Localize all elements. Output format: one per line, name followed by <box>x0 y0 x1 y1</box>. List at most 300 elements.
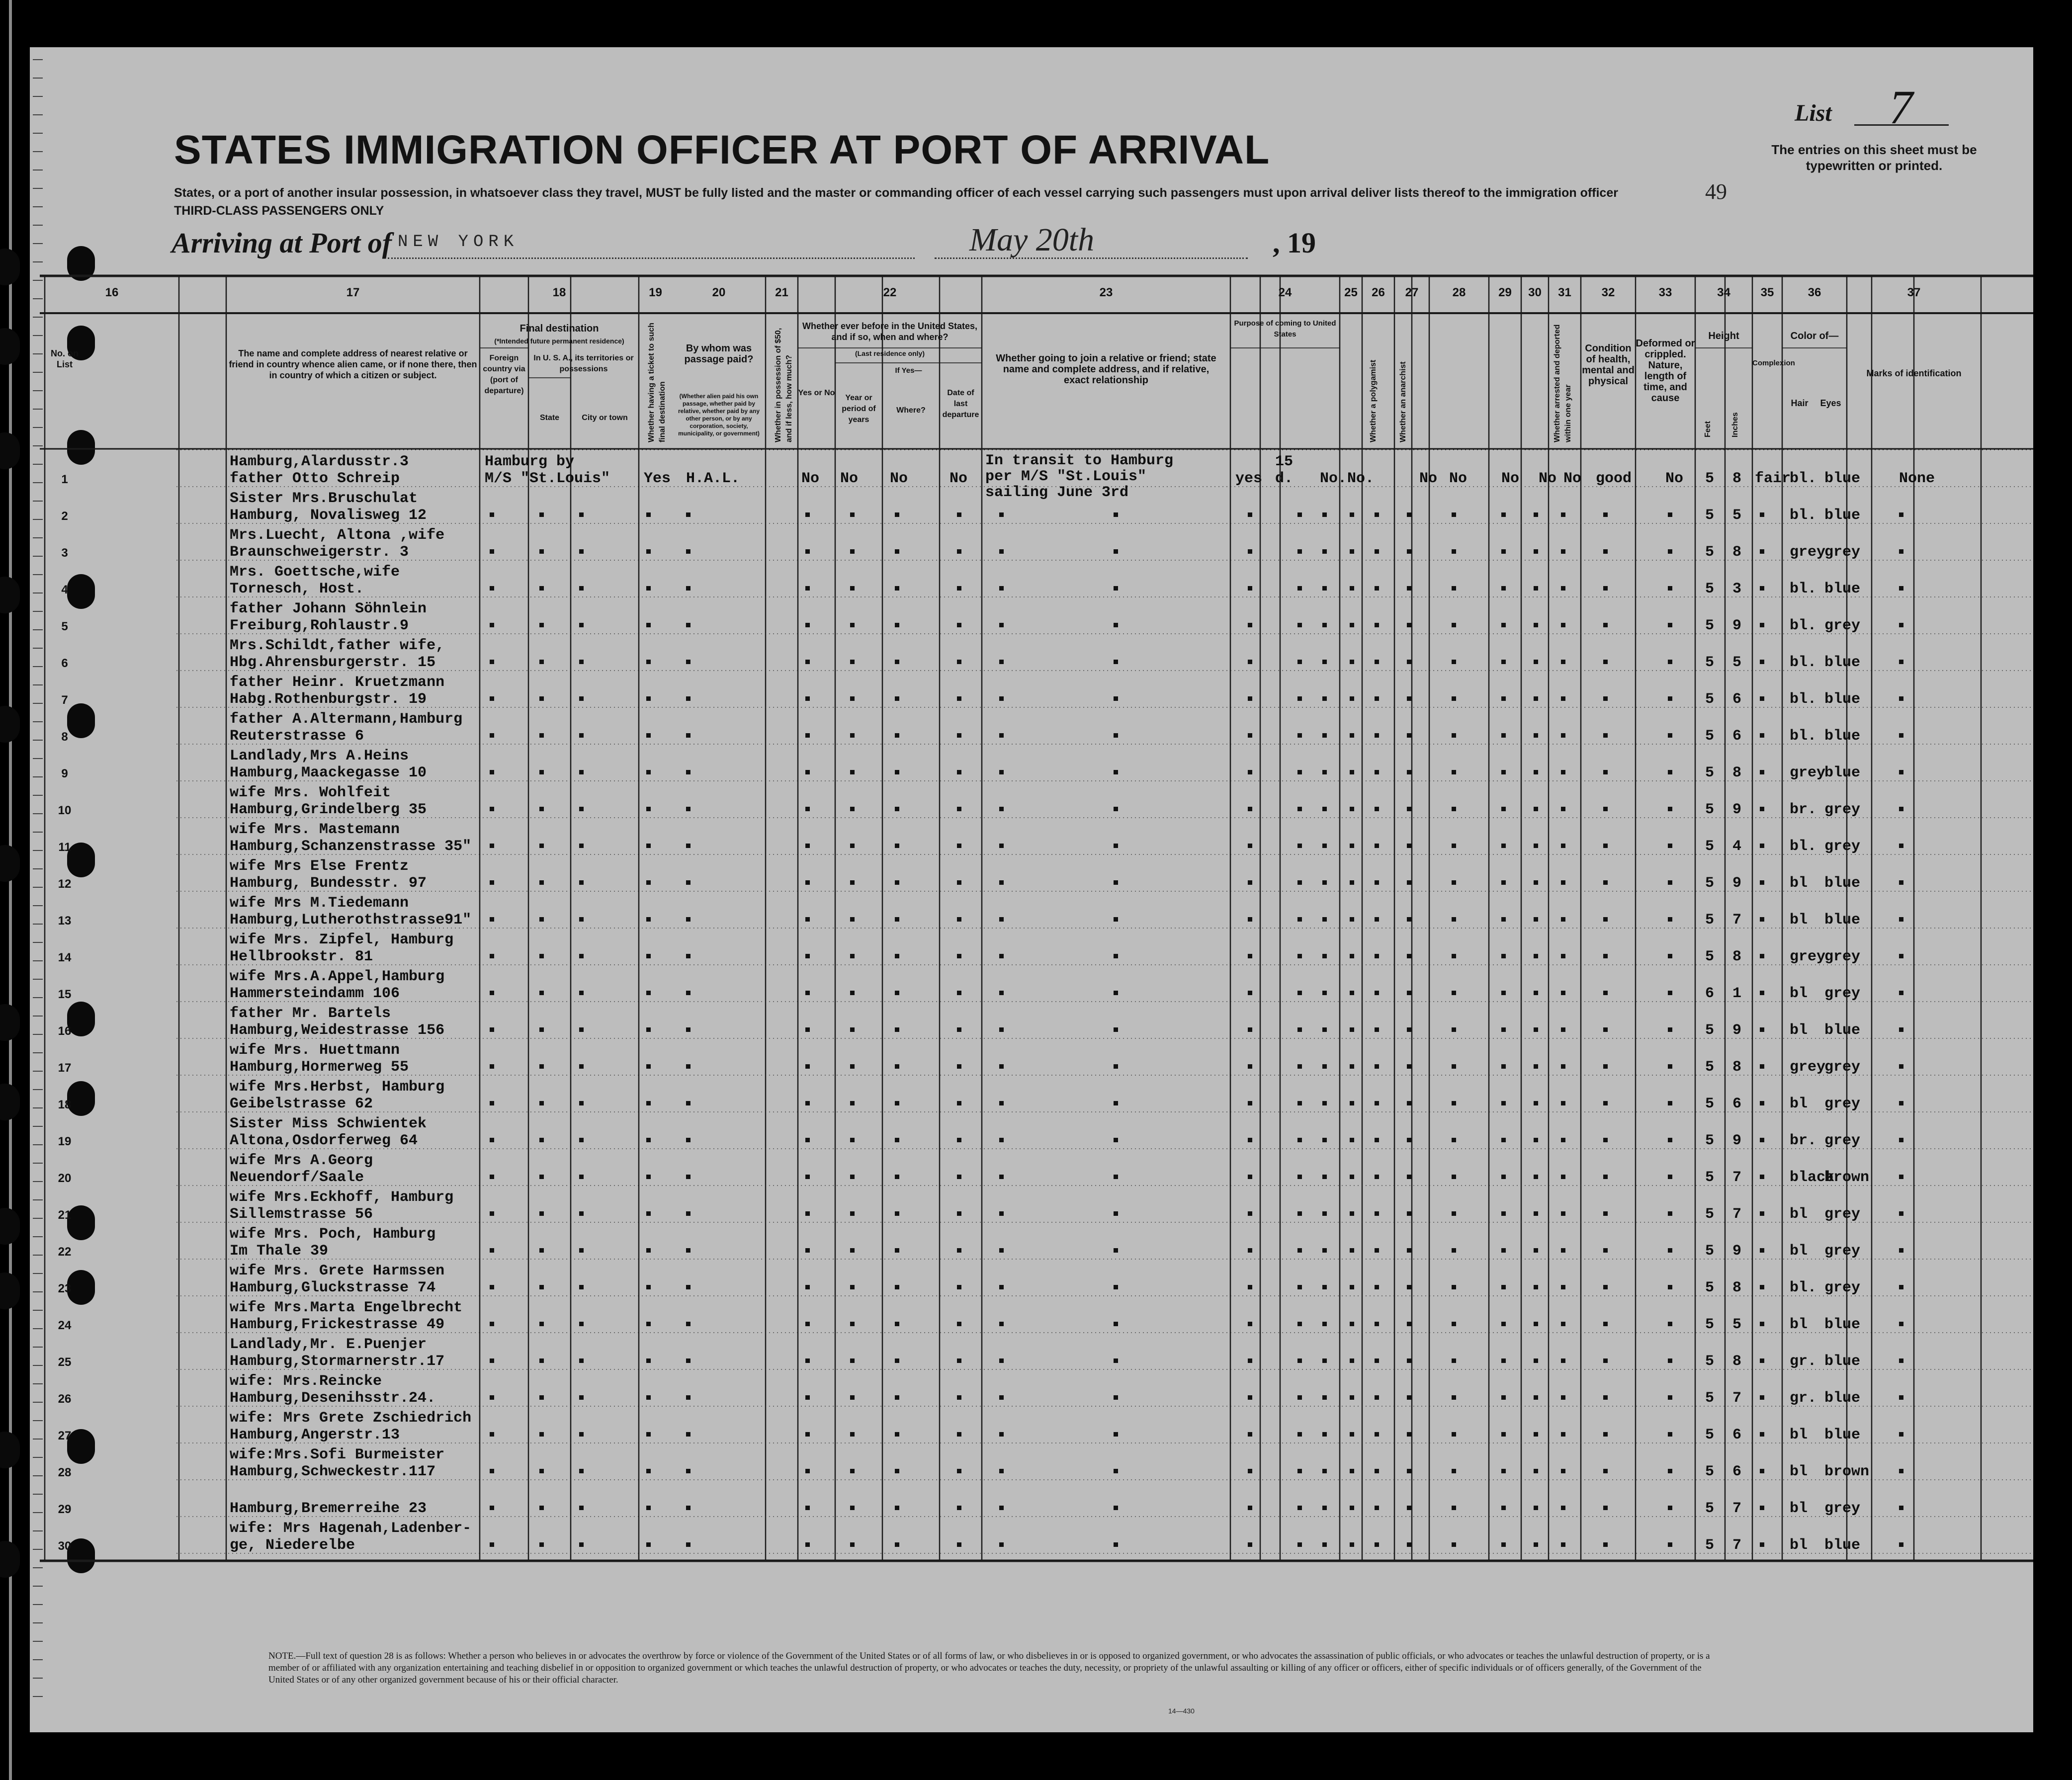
relative-line-1: father Heinr. Kruetzmann <box>230 674 445 691</box>
ditto-mark <box>1534 512 1538 517</box>
ditto-mark <box>579 733 584 738</box>
row-number: 8 <box>61 730 68 744</box>
relative-line-1: wife Mrs. Wohlfeit <box>230 784 391 801</box>
ditto-mark <box>646 1358 651 1363</box>
ditto-mark <box>895 1322 899 1326</box>
ditto-mark <box>1899 1064 1903 1069</box>
ditto-mark <box>1760 549 1764 554</box>
ditto-mark <box>1322 880 1327 885</box>
ditto-mark <box>539 1395 544 1400</box>
ditto-mark <box>1561 512 1565 517</box>
ditto-mark <box>1375 623 1379 627</box>
ditto-mark <box>805 991 810 995</box>
ditto-mark <box>1534 991 1538 995</box>
ditto-mark <box>1114 1027 1118 1032</box>
ditto-mark <box>850 512 855 517</box>
ditto-mark <box>646 991 651 995</box>
ditto-mark <box>1114 1101 1118 1105</box>
ditto-mark <box>1452 696 1456 701</box>
ditto-mark <box>1114 844 1118 848</box>
ditto-mark <box>895 880 899 885</box>
ditto-mark <box>1452 1469 1456 1473</box>
ditto-mark <box>1760 1101 1764 1105</box>
ditto-mark <box>1248 1285 1252 1289</box>
page-title: STATES IMMIGRATION OFFICER AT PORT OF ARRIVAL <box>174 127 1270 172</box>
ditto-mark <box>1899 660 1903 664</box>
ditto-mark <box>646 1322 651 1326</box>
ditto-mark <box>1322 1432 1327 1437</box>
ditto-mark <box>805 623 810 627</box>
ditto-mark <box>539 1064 544 1069</box>
row-number: 9 <box>61 767 68 780</box>
ditto-mark <box>1760 917 1764 922</box>
ditto-mark <box>490 1248 494 1253</box>
ditto-mark <box>1297 1064 1302 1069</box>
ditto-mark <box>1297 1469 1302 1473</box>
ditto-mark <box>579 660 584 664</box>
ditto-mark <box>1899 623 1903 627</box>
header-feet: Feet <box>1704 421 1712 437</box>
height-feet: 5 <box>1705 1243 1715 1260</box>
ditto-mark <box>686 1248 691 1253</box>
ditto-mark <box>1350 1469 1354 1473</box>
ditto-mark <box>999 1101 1004 1105</box>
column-number: 36 <box>1808 286 1821 299</box>
ditto-mark <box>1452 844 1456 848</box>
ditto-mark <box>646 623 651 627</box>
ditto-mark <box>1407 844 1411 848</box>
ditto-mark <box>895 512 899 517</box>
ditto-mark <box>1248 549 1252 554</box>
ditto-mark <box>850 880 855 885</box>
ditto-mark <box>1407 1175 1411 1179</box>
eye-color: grey <box>1824 1096 1861 1112</box>
ditto-mark <box>1899 549 1903 554</box>
ditto-mark <box>1297 807 1302 811</box>
height-inches: 7 <box>1732 1537 1742 1554</box>
ditto-mark <box>850 660 855 664</box>
header-health: Condition of health, mental and physical <box>1582 343 1635 387</box>
ditto-mark <box>1350 1322 1354 1326</box>
ditto-mark <box>1114 586 1118 591</box>
ditto-mark <box>1561 1469 1565 1473</box>
ditto-mark <box>1452 770 1456 774</box>
row-number: 18 <box>58 1098 72 1111</box>
ditto-mark <box>999 1542 1004 1547</box>
ditto-mark <box>957 1506 961 1510</box>
ditto-mark <box>1350 880 1354 885</box>
ditto-mark <box>1534 1101 1538 1105</box>
ditto-mark <box>1534 1542 1538 1547</box>
row-number: 24 <box>58 1319 72 1332</box>
height-feet: 5 <box>1705 1537 1715 1554</box>
ditto-mark <box>490 1395 494 1400</box>
ditto-mark <box>1603 991 1608 995</box>
ditto-mark <box>1534 1064 1538 1069</box>
eye-color: blue <box>1824 912 1861 929</box>
ditto-mark <box>1114 1432 1118 1437</box>
ditto-mark <box>539 1027 544 1032</box>
ditto-mark <box>1297 1027 1302 1032</box>
ditto-mark <box>1350 844 1354 848</box>
eye-color: blue <box>1824 1316 1861 1333</box>
ditto-mark <box>1407 1248 1411 1253</box>
ditto-mark <box>1668 1506 1672 1510</box>
column-number: 27 <box>1405 286 1419 299</box>
ditto-mark <box>1534 733 1538 738</box>
column-number: 32 <box>1601 286 1615 299</box>
ditto-mark <box>686 917 691 922</box>
hair-color: bl <box>1790 985 1808 1002</box>
height-inches: 7 <box>1732 1206 1742 1223</box>
ditto-mark <box>646 586 651 591</box>
relative-line-2: Hamburg,Bremerreihe 23 <box>230 1500 427 1517</box>
ditto-mark <box>1534 1432 1538 1437</box>
ditto-mark <box>850 1211 855 1216</box>
height-feet: 5 <box>1705 581 1715 597</box>
ditto-mark <box>895 954 899 958</box>
ditto-mark <box>1322 1211 1327 1216</box>
ditto-mark <box>999 1432 1004 1437</box>
ditto-mark <box>490 1358 494 1363</box>
length-value: 15 <box>1275 453 1294 470</box>
ditto-mark <box>1248 807 1252 811</box>
height-inches: 9 <box>1732 1243 1742 1260</box>
column-number: 18 <box>552 286 566 299</box>
ditto-mark <box>1603 770 1608 774</box>
ditto-mark <box>1668 733 1672 738</box>
ditto-mark <box>1501 1175 1506 1179</box>
ditto-mark <box>895 1395 899 1400</box>
ditto-mark <box>490 696 494 701</box>
ditto-mark <box>579 1064 584 1069</box>
ditto-mark <box>1407 1101 1411 1105</box>
ditto-mark <box>850 1027 855 1032</box>
ditto-mark <box>1407 770 1411 774</box>
ditto-mark <box>579 844 584 848</box>
ditto-mark <box>957 1469 961 1473</box>
ditto-mark <box>1375 1506 1379 1510</box>
row-number: 28 <box>58 1466 72 1479</box>
ditto-mark <box>1452 623 1456 627</box>
ditto-mark <box>686 1542 691 1547</box>
height-inches: 8 <box>1732 470 1742 487</box>
height-inches: 1 <box>1732 985 1742 1002</box>
height-feet: 5 <box>1705 1059 1715 1076</box>
header-final-destination-note: (*Intended future permanent residence) <box>494 337 624 345</box>
relative-line-1: wife: Mrs Grete Zschiedrich <box>230 1410 472 1427</box>
ditto-mark <box>1760 1211 1764 1216</box>
ditto-mark <box>1561 1506 1565 1510</box>
ditto-mark <box>805 1432 810 1437</box>
header-if-yes: If Yes— <box>895 366 922 375</box>
eye-color: grey <box>1824 1500 1861 1517</box>
eye-color: grey <box>1824 1132 1861 1149</box>
ditto-mark <box>957 991 961 995</box>
ditto-mark <box>1248 1175 1252 1179</box>
ditto-mark <box>539 1211 544 1216</box>
ditto-mark <box>539 844 544 848</box>
ditto-mark <box>1668 549 1672 554</box>
ditto-mark <box>1760 1248 1764 1253</box>
purpose-value: yes <box>1235 470 1263 487</box>
relative-line-1: wife Mrs M.Tiedemann <box>230 895 409 912</box>
hair-color: gr. <box>1790 1390 1817 1407</box>
ditto-mark <box>1899 733 1903 738</box>
ditto-mark <box>895 1506 899 1510</box>
ditto-mark <box>686 586 691 591</box>
ditto-mark <box>1350 1395 1354 1400</box>
header-passage-paid: By whom was passage paid? <box>684 343 754 365</box>
ditto-mark <box>999 1285 1004 1289</box>
ditto-mark <box>579 954 584 958</box>
ditto-mark <box>895 1358 899 1363</box>
ditto-mark <box>1501 1211 1506 1216</box>
ditto-mark <box>1407 1064 1411 1069</box>
relative-line-1: wife Mrs. Mastemann <box>230 821 400 838</box>
ditto-mark <box>1452 1506 1456 1510</box>
eye-color: grey <box>1824 617 1861 634</box>
ditto-mark <box>957 1358 961 1363</box>
ditto-mark <box>1114 991 1118 995</box>
column-number: 31 <box>1558 286 1571 299</box>
ditto-mark <box>539 954 544 958</box>
ditto-mark <box>1561 1542 1565 1547</box>
ditto-mark <box>686 807 691 811</box>
ditto-mark <box>490 623 494 627</box>
ditto-mark <box>1322 954 1327 958</box>
ditto-mark <box>1501 954 1506 958</box>
ditto-mark <box>1375 1432 1379 1437</box>
ditto-mark <box>957 954 961 958</box>
ditto-mark <box>1760 1395 1764 1400</box>
relative-line-1: wife Mrs. Zipfel, Hamburg <box>230 932 454 948</box>
port-of-arrival: NEW YORK <box>398 233 519 252</box>
ditto-mark <box>999 512 1004 517</box>
ditto-mark <box>895 1138 899 1142</box>
ditto-mark <box>999 1248 1004 1253</box>
ditto-mark <box>1248 1432 1252 1437</box>
ditto-mark <box>1760 1285 1764 1289</box>
ditto-mark <box>1603 1285 1608 1289</box>
ditto-mark <box>1760 1064 1764 1069</box>
ditto-mark <box>1561 1395 1565 1400</box>
ditto-mark <box>1114 917 1118 922</box>
row-number: 14 <box>58 951 72 964</box>
ditto-mark <box>805 1101 810 1105</box>
ditto-mark <box>1375 1101 1379 1105</box>
ditto-mark <box>490 586 494 591</box>
ditto-mark <box>1322 1469 1327 1473</box>
ditto-mark <box>1603 1395 1608 1400</box>
ditto-mark <box>490 1101 494 1105</box>
q31-value: No <box>1563 470 1582 487</box>
ditto-mark <box>1452 660 1456 664</box>
ditto-mark <box>1350 733 1354 738</box>
header-height: Height <box>1708 331 1739 341</box>
eye-color: blue <box>1824 654 1861 671</box>
ditto-mark <box>1407 1542 1411 1547</box>
hair-color: bl. <box>1790 728 1817 745</box>
ditto-mark <box>1603 880 1608 885</box>
ditto-mark <box>1899 1138 1903 1142</box>
ditto-mark <box>1668 1542 1672 1547</box>
where-value: No <box>890 470 908 487</box>
ditto-mark <box>999 1138 1004 1142</box>
ditto-mark <box>1297 1101 1302 1105</box>
ditto-mark <box>1350 1027 1354 1032</box>
ditto-mark <box>1534 1175 1538 1179</box>
relative-line-1: Mrs.Luecht, Altona ,wife <box>230 527 445 544</box>
ditto-mark <box>850 770 855 774</box>
ditto-mark <box>1452 1064 1456 1069</box>
ditto-mark <box>490 1064 494 1069</box>
ditto-mark <box>895 1469 899 1473</box>
header-color-of: Color of— <box>1790 331 1839 341</box>
eye-color: blue <box>1824 875 1861 892</box>
ditto-mark <box>805 512 810 517</box>
ditto-mark <box>490 1138 494 1142</box>
ditto-mark <box>1297 1542 1302 1547</box>
ditto-mark <box>1350 1358 1354 1363</box>
height-inches: 9 <box>1732 617 1742 634</box>
ditto-mark <box>805 1285 810 1289</box>
ditto-mark <box>1760 991 1764 995</box>
ditto-mark <box>1322 1138 1327 1142</box>
ditto-mark <box>957 917 961 922</box>
ditto-mark <box>1452 1358 1456 1363</box>
ditto-mark <box>1407 807 1411 811</box>
ditto-mark <box>1534 844 1538 848</box>
ditto-mark <box>686 1211 691 1216</box>
ditto-mark <box>579 991 584 995</box>
ditto-mark <box>1322 623 1327 627</box>
ditto-mark <box>490 512 494 517</box>
ditto-mark <box>1561 844 1565 848</box>
ditto-mark <box>1375 1395 1379 1400</box>
ditto-mark <box>1322 586 1327 591</box>
ditto-mark <box>805 660 810 664</box>
height-feet: 5 <box>1705 507 1715 524</box>
relative-line-1: Landlady,Mr. E.Puenjer <box>230 1336 427 1353</box>
height-inches: 9 <box>1732 801 1742 818</box>
marks-value: None <box>1899 470 1935 487</box>
ditto-mark <box>1501 844 1506 848</box>
ditto-mark <box>850 1395 855 1400</box>
height-inches: 5 <box>1732 507 1742 524</box>
ditto-mark <box>539 1432 544 1437</box>
header-year: Year or period of years <box>842 394 876 424</box>
ditto-mark <box>1322 1506 1327 1510</box>
ditto-mark <box>539 1542 544 1547</box>
ditto-mark <box>957 1285 961 1289</box>
ditto-mark <box>1899 1027 1903 1032</box>
ditto-mark <box>686 1506 691 1510</box>
ditto-mark <box>646 954 651 958</box>
ditto-mark <box>1501 807 1506 811</box>
ditto-mark <box>1350 1432 1354 1437</box>
row-number: 11 <box>58 841 71 854</box>
ditto-mark <box>1248 586 1252 591</box>
ditto-mark <box>805 1138 810 1142</box>
ditto-mark <box>1407 1506 1411 1510</box>
ditto-mark <box>895 1027 899 1032</box>
ditto-mark <box>1452 1432 1456 1437</box>
ditto-mark <box>1760 1138 1764 1142</box>
ditto-mark <box>1501 880 1506 885</box>
header-purpose: Purpose of coming to United States <box>1234 319 1336 339</box>
eye-color: grey <box>1824 1206 1861 1223</box>
ditto-mark <box>957 1432 961 1437</box>
ditto-mark <box>1603 1064 1608 1069</box>
ditto-mark <box>1668 1285 1672 1289</box>
relative-line-1: Sister Mrs.Bruschulat <box>230 490 418 507</box>
relative-line-1: wife Mrs Else Frentz <box>230 858 409 875</box>
ditto-mark <box>999 1395 1004 1400</box>
height-feet: 5 <box>1705 838 1715 855</box>
relative-line-2: Hamburg,Maackegasse 10 <box>230 764 427 781</box>
ditto-mark <box>686 1138 691 1142</box>
ditto-mark <box>1501 1358 1506 1363</box>
ditto-mark <box>1760 880 1764 885</box>
ditto-mark <box>999 807 1004 811</box>
ditto-mark <box>490 1027 494 1032</box>
ditto-mark <box>999 844 1004 848</box>
ditto-mark <box>1603 623 1608 627</box>
relative-line-2: Hamburg, Bundesstr. 97 <box>230 875 427 892</box>
ditto-mark <box>1350 586 1354 591</box>
row-number: 1 <box>61 473 68 486</box>
ditto-mark <box>1297 1432 1302 1437</box>
ditto-mark <box>1501 1542 1506 1547</box>
ditto-mark <box>895 586 899 591</box>
height-feet: 5 <box>1705 728 1715 745</box>
footnote: NOTE.—Full text of question 28 is as follows: Whether a person who believes in or advocates the overthrow by force or violence of the Government of the United States or of all forms of law, or who disbelieves in or is opposed to organized government, or who advocates the assassination of public officials, or who advocates or teaches the unlawful destruction of property, or is a member of or affiliated with any organization entertaining and teaching disbelief in or opposition to organized government or which teaches the unlawful destruction of property, or who advocates or teaches the duty, necessity, or propriety of the unlawful assaulting or killing of any officer or officers, either of specific individuals or of officers generally, of the Government of the United States or of any other organized government because of his or their official character. <box>268 1651 1710 1685</box>
ditto-mark <box>850 1432 855 1437</box>
ditto-mark <box>1501 1506 1506 1510</box>
height-feet: 5 <box>1705 1132 1715 1149</box>
ditto-mark <box>1322 1358 1327 1363</box>
row-number: 21 <box>58 1208 72 1222</box>
relative-line-2: Hamburg,Weidestrasse 156 <box>230 1022 445 1039</box>
ditto-mark <box>1297 1175 1302 1179</box>
ditto-mark <box>895 623 899 627</box>
ditto-mark <box>686 1469 691 1473</box>
row-number: 2 <box>61 509 68 523</box>
ditto-mark <box>1501 1432 1506 1437</box>
height-inches: 7 <box>1732 1390 1742 1407</box>
height-inches: 9 <box>1732 1132 1742 1149</box>
column-number: 21 <box>775 286 788 299</box>
ditto-mark <box>1350 1101 1354 1105</box>
passage-paid-value: H.A.L. <box>686 470 740 487</box>
ditto-mark <box>805 733 810 738</box>
header-yes-or-no: Yes or No <box>798 389 835 397</box>
height-feet: 6 <box>1705 985 1715 1002</box>
height-inches: 6 <box>1732 728 1742 745</box>
ditto-mark <box>1322 1064 1327 1069</box>
ditto-mark <box>1407 733 1411 738</box>
ditto-mark <box>957 586 961 591</box>
ditto-mark <box>999 1358 1004 1363</box>
row-number: 19 <box>58 1135 72 1148</box>
ditto-mark <box>686 954 691 958</box>
ditto-mark <box>1407 512 1411 517</box>
relative-line-2: Tornesch, Host. <box>230 581 364 597</box>
ditto-mark <box>895 917 899 922</box>
ditto-mark <box>1668 1322 1672 1326</box>
complexion-value: fair <box>1755 470 1791 487</box>
